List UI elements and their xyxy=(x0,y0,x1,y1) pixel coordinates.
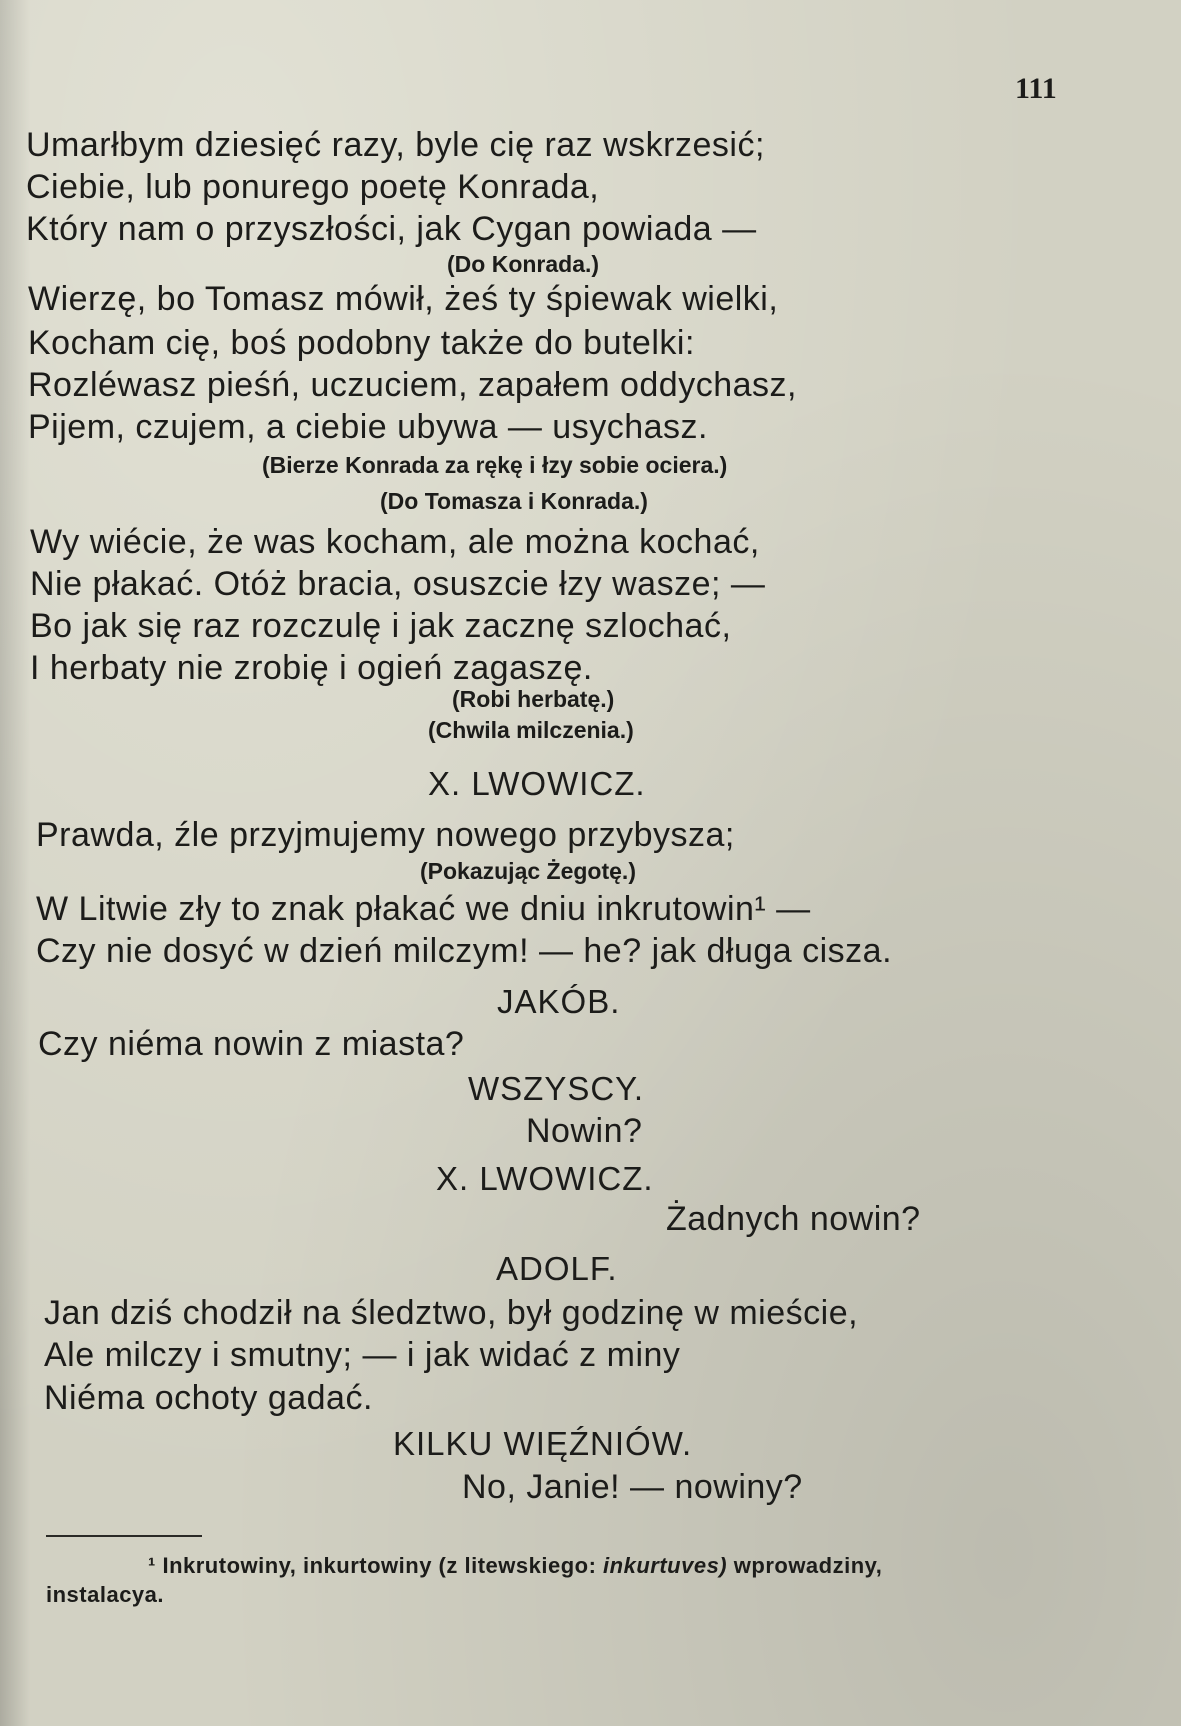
speaker-name: KILKU WIĘŹNIÓW. xyxy=(393,1425,693,1462)
stage-direction: (Robi herbatę.) xyxy=(452,686,615,712)
footnote-text: Inkrutowiny, inkurtowiny (z litewskiego: xyxy=(162,1553,597,1578)
verse-line: No, Janie! — nowiny? xyxy=(462,1468,803,1506)
verse-line: Rozléwasz pieśń, uczuciem, zapałem oddychasz, xyxy=(28,366,797,404)
verse-line: Wy wiécie, że was kocham, ale można kochać, xyxy=(30,523,760,561)
stage-direction: (Do Konrada.) xyxy=(447,251,600,277)
speaker-name: JAKÓB. xyxy=(497,983,621,1020)
page-number: 111 xyxy=(1015,72,1057,105)
verse-line: W Litwie zły to znak płakać we dniu inkrutowin¹ — xyxy=(36,890,811,928)
speaker-name: X. LWOWICZ. xyxy=(428,765,646,802)
verse-line: Czy nie dosyć w dzień milczym! — he? jak długa cisza. xyxy=(36,932,893,970)
verse-line: Nie płakać. Otóż bracia, osuszcie łzy wasze; — xyxy=(30,565,766,603)
verse-line: Bo jak się raz rozczulę i jak zacznę szlochać, xyxy=(30,607,732,645)
footnote-italic: inkurtuves) xyxy=(603,1553,728,1578)
footnote-line: instalacya. xyxy=(46,1582,165,1607)
verse-line: Ciebie, lub ponurego poetę Konrada, xyxy=(26,168,600,206)
speaker-name: X. LWOWICZ. xyxy=(436,1160,654,1197)
stage-direction: (Bierze Konrada za rękę i łzy sobie ociera.) xyxy=(262,452,728,478)
verse-line: Pijem, czujem, a ciebie ubywa — usychasz. xyxy=(28,408,708,446)
footnote-line xyxy=(148,1555,882,1577)
verse-line: Który nam o przyszłości, jak Cygan powiada — xyxy=(26,210,757,248)
verse-line: Żadnych nowin? xyxy=(666,1200,921,1238)
speaker-name: ADOLF. xyxy=(496,1250,618,1287)
footnote-text: wprowadziny, xyxy=(733,1553,883,1578)
stage-direction: (Do Tomasza i Konrada.) xyxy=(380,488,648,514)
verse-line: Nowin? xyxy=(526,1112,643,1150)
stage-direction: (Chwila milczenia.) xyxy=(428,717,634,743)
verse-line: I herbaty nie zrobię i ogień zagaszę. xyxy=(30,649,593,687)
verse-line: Umarłbym dziesięć razy, byle cię raz wskrzesić; xyxy=(26,126,765,164)
stage-direction: (Pokazując Żegotę.) xyxy=(420,858,636,884)
verse-line: Prawda, źle przyjmujemy nowego przybysza; xyxy=(36,816,735,854)
speaker-name: WSZYSCY. xyxy=(468,1070,645,1107)
verse-line: Wierzę, bo Tomasz mówił, żeś ty śpiewak wielki, xyxy=(28,280,779,318)
footnote-rule xyxy=(46,1535,202,1537)
verse-line: Niéma ochoty gadać. xyxy=(44,1379,373,1417)
verse-line: Kocham cię, boś podobny także do butelki: xyxy=(28,324,695,362)
verse-line: Jan dziś chodził na śledztwo, był godzinę w mieście, xyxy=(44,1294,859,1332)
verse-line: Czy niéma nowin z miasta? xyxy=(38,1025,465,1063)
footnote-marker: ¹ xyxy=(148,1553,156,1578)
verse-line: Ale milczy i smutny; — i jak widać z miny xyxy=(44,1336,681,1374)
